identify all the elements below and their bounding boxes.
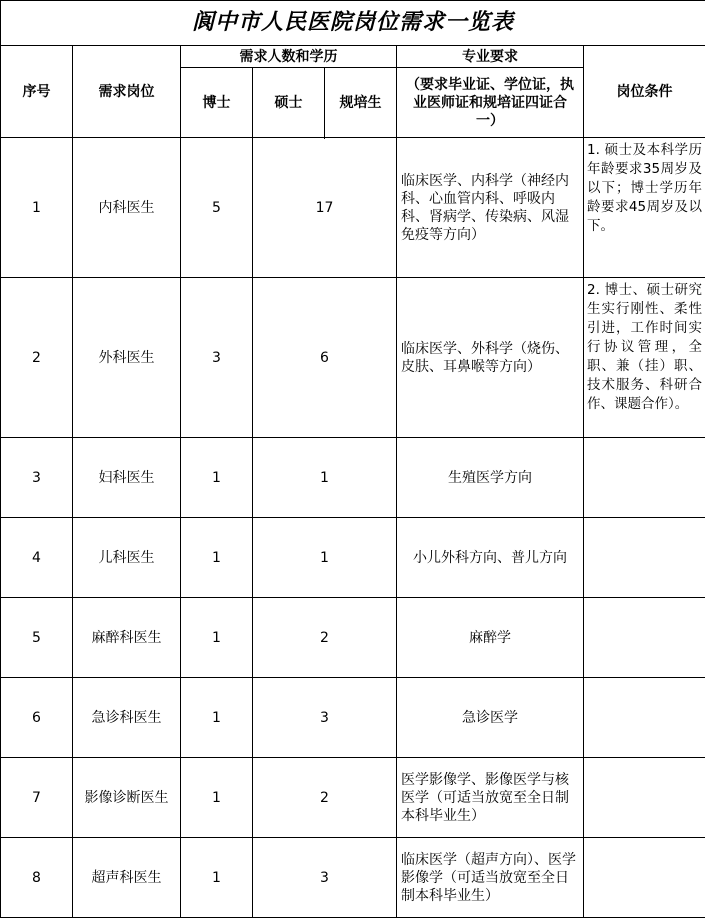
row-6-position: 急诊科医生 <box>73 678 181 758</box>
header-index: 序号 <box>1 46 73 138</box>
row-8-phd: 1 <box>181 838 253 918</box>
table-title: 阆中市人民医院岗位需求一览表 <box>1 1 705 46</box>
row-6-index: 6 <box>1 678 73 758</box>
row-2-index: 2 <box>1 278 73 438</box>
row-2-master: 6 <box>253 278 397 438</box>
header-resident: 规培生 <box>325 68 397 138</box>
row-4-phd: 1 <box>181 518 253 598</box>
row-5-phd: 1 <box>181 598 253 678</box>
row-1-position: 内科医生 <box>73 138 181 278</box>
row-7-position: 影像诊断医生 <box>73 758 181 838</box>
row-5-index: 5 <box>1 598 73 678</box>
row-2-phd: 3 <box>181 278 253 438</box>
row-3-index: 3 <box>1 438 73 518</box>
row-8-position: 超声科医生 <box>73 838 181 918</box>
header-major: 专业要求 <box>397 46 584 68</box>
row-4-master: 1 <box>253 518 397 598</box>
row-4-major: 小儿外科方向、普儿方向 <box>397 518 584 598</box>
row-8-conditions <box>584 838 705 918</box>
row-5-position: 麻醉科医生 <box>73 598 181 678</box>
row-7-index: 7 <box>1 758 73 838</box>
header-master: 硕士 <box>253 68 325 138</box>
header-major-note: （要求毕业证、学位证，执业医师证和规培证四证合一） <box>397 68 584 138</box>
row-8-master: 3 <box>253 838 397 918</box>
condition-2: 2. 博士、硕士研究生实行刚性、柔性引进，工作时间实行协议管理，全职、兼（挂）职、技术服务、科研合作、课题合作）。 <box>584 278 705 438</box>
row-2-position: 外科医生 <box>73 278 181 438</box>
row-2-major: 临床医学、外科学（烧伤、皮肤、耳鼻喉等方向） <box>397 278 584 438</box>
row-6-phd: 1 <box>181 678 253 758</box>
header-position: 需求岗位 <box>73 46 181 138</box>
row-6-major: 急诊医学 <box>397 678 584 758</box>
row-7-master: 2 <box>253 758 397 838</box>
row-1-phd: 5 <box>181 138 253 278</box>
header-phd: 博士 <box>181 68 253 138</box>
row-1-master: 17 <box>253 138 397 278</box>
row-7-conditions <box>584 758 705 838</box>
header-conditions: 岗位条件 <box>584 46 705 138</box>
row-5-master: 2 <box>253 598 397 678</box>
row-6-master: 3 <box>253 678 397 758</box>
row-1-major: 临床医学、内科学（神经内科、心血管内科、呼吸内科、肾病学、传染病、风湿免疫等方向） <box>397 138 584 278</box>
row-4-conditions <box>584 518 705 598</box>
condition-1: 1. 硕士及本科学历年龄要求35周岁及以下；博士学历年龄要求45周岁及以下。 <box>584 138 705 278</box>
row-3-master: 1 <box>253 438 397 518</box>
row-3-conditions <box>584 438 705 518</box>
row-3-major: 生殖医学方向 <box>397 438 584 518</box>
row-4-index: 4 <box>1 518 73 598</box>
row-8-major: 临床医学（超声方向）、医学影像学（可适当放宽至全日制本科毕业生） <box>397 838 584 918</box>
row-7-major: 医学影像学、影像医学与核医学（可适当放宽至全日制本科毕业生） <box>397 758 584 838</box>
row-5-conditions <box>584 598 705 678</box>
row-4-position: 儿科医生 <box>73 518 181 598</box>
row-6-conditions <box>584 678 705 758</box>
row-3-phd: 1 <box>181 438 253 518</box>
row-5-major: 麻醉学 <box>397 598 584 678</box>
row-8-index: 8 <box>1 838 73 918</box>
row-3-position: 妇科医生 <box>73 438 181 518</box>
row-1-index: 1 <box>1 138 73 278</box>
header-count-group: 需求人数和学历 <box>181 46 397 68</box>
row-7-phd: 1 <box>181 758 253 838</box>
